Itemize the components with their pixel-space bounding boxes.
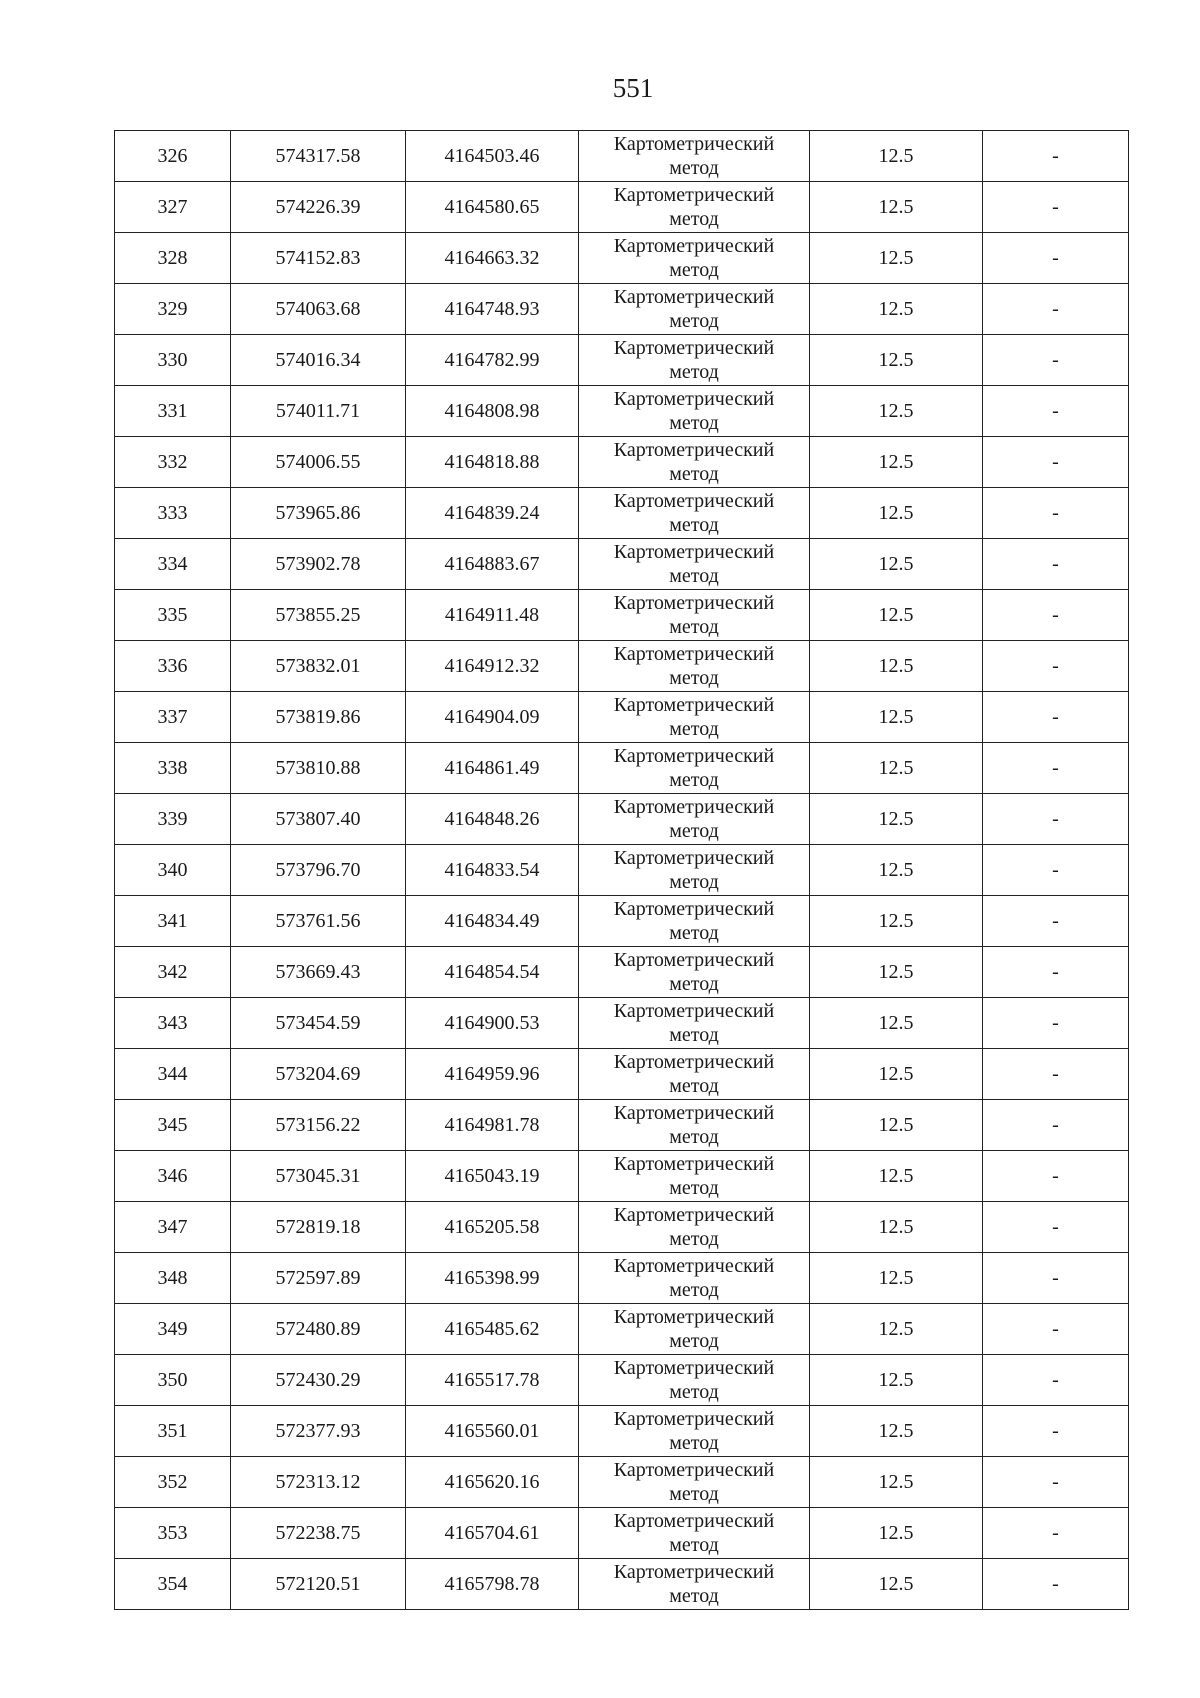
y-coordinate-cell: 4165205.58 [406, 1202, 579, 1253]
table-row [115, 284, 1129, 335]
method-line-2: метод [669, 1330, 719, 1352]
method-line-2: метод [669, 820, 719, 842]
table-row [115, 1100, 1129, 1151]
method-cell [579, 743, 810, 794]
y-coordinate-cell: 4164959.96 [406, 1049, 579, 1100]
note-cell: - [983, 1049, 1129, 1100]
point-number-cell: 354 [115, 1559, 231, 1610]
point-number-cell: 330 [115, 335, 231, 386]
x-coordinate-cell: 572430.29 [231, 1355, 406, 1406]
accuracy-cell: 12.5 [810, 335, 983, 386]
method-cell [579, 488, 810, 539]
table-row [115, 335, 1129, 386]
x-coordinate-cell: 573454.59 [231, 998, 406, 1049]
page-number: 551 [612, 73, 654, 103]
y-coordinate-cell: 4164883.67 [406, 539, 579, 590]
method-line-2: метод [669, 1024, 719, 1046]
table-row [115, 233, 1129, 284]
method-cell [579, 1253, 810, 1304]
accuracy-cell: 12.5 [810, 641, 983, 692]
accuracy-cell: 12.5 [810, 182, 983, 233]
x-coordinate-cell: 572597.89 [231, 1253, 406, 1304]
note-cell: - [983, 1202, 1129, 1253]
y-coordinate-cell: 4164912.32 [406, 641, 579, 692]
method-line-2: метод [669, 616, 719, 638]
accuracy-cell: 12.5 [810, 692, 983, 743]
method-line-2: метод [669, 769, 719, 791]
table-row [115, 794, 1129, 845]
x-coordinate-cell: 572377.93 [231, 1406, 406, 1457]
y-coordinate-cell: 4165517.78 [406, 1355, 579, 1406]
x-coordinate-cell: 573855.25 [231, 590, 406, 641]
point-number-cell: 350 [115, 1355, 231, 1406]
table-row [115, 182, 1129, 233]
point-number-cell: 333 [115, 488, 231, 539]
method-cell [579, 1304, 810, 1355]
y-coordinate-cell: 4164834.49 [406, 896, 579, 947]
table-row [115, 131, 1129, 182]
y-coordinate-cell: 4165398.99 [406, 1253, 579, 1304]
x-coordinate-cell: 574006.55 [231, 437, 406, 488]
note-cell: - [983, 1304, 1129, 1355]
y-coordinate-cell: 4164782.99 [406, 335, 579, 386]
note-cell: - [983, 131, 1129, 182]
y-coordinate-cell: 4164503.46 [406, 131, 579, 182]
table-row [115, 1508, 1129, 1559]
note-cell: - [983, 743, 1129, 794]
table-row [115, 1202, 1129, 1253]
table-row [115, 896, 1129, 947]
accuracy-cell: 12.5 [810, 998, 983, 1049]
method-cell [579, 131, 810, 182]
x-coordinate-cell: 573832.01 [231, 641, 406, 692]
method-line-2: метод [669, 871, 719, 893]
x-coordinate-cell: 574063.68 [231, 284, 406, 335]
point-number-cell: 336 [115, 641, 231, 692]
method-cell [579, 1355, 810, 1406]
coordinates-table-body [115, 131, 1129, 1610]
x-coordinate-cell: 574016.34 [231, 335, 406, 386]
accuracy-cell: 12.5 [810, 233, 983, 284]
accuracy-cell: 12.5 [810, 1559, 983, 1610]
method-line-2: метод [669, 1381, 719, 1403]
point-number-cell: 334 [115, 539, 231, 590]
method-line-1: Картометрический [613, 592, 775, 614]
note-cell: - [983, 1100, 1129, 1151]
method-line-1: Картометрический [613, 133, 775, 155]
x-coordinate-cell: 573156.22 [231, 1100, 406, 1151]
x-coordinate-cell: 573902.78 [231, 539, 406, 590]
accuracy-cell: 12.5 [810, 131, 983, 182]
accuracy-cell: 12.5 [810, 947, 983, 998]
method-line-1: Картометрический [613, 949, 775, 971]
method-line-2: метод [669, 1483, 719, 1505]
y-coordinate-cell: 4164839.24 [406, 488, 579, 539]
method-line-1: Картометрический [613, 337, 775, 359]
method-line-2: метод [669, 1228, 719, 1250]
method-cell [579, 1508, 810, 1559]
note-cell: - [983, 1457, 1129, 1508]
y-coordinate-cell: 4165798.78 [406, 1559, 579, 1610]
table-row [115, 437, 1129, 488]
accuracy-cell: 12.5 [810, 1457, 983, 1508]
accuracy-cell: 12.5 [810, 1355, 983, 1406]
note-cell: - [983, 335, 1129, 386]
accuracy-cell: 12.5 [810, 896, 983, 947]
method-line-2: метод [669, 1177, 719, 1199]
note-cell: - [983, 539, 1129, 590]
accuracy-cell: 12.5 [810, 284, 983, 335]
accuracy-cell: 12.5 [810, 1508, 983, 1559]
method-cell [579, 1406, 810, 1457]
method-line-1: Картометрический [613, 1000, 775, 1022]
y-coordinate-cell: 4165485.62 [406, 1304, 579, 1355]
accuracy-cell: 12.5 [810, 590, 983, 641]
x-coordinate-cell: 573807.40 [231, 794, 406, 845]
accuracy-cell: 12.5 [810, 1406, 983, 1457]
point-number-cell: 340 [115, 845, 231, 896]
y-coordinate-cell: 4164833.54 [406, 845, 579, 896]
method-line-1: Картометрический [613, 1102, 775, 1124]
method-line-2: метод [669, 667, 719, 689]
x-coordinate-cell: 572819.18 [231, 1202, 406, 1253]
method-line-2: метод [669, 922, 719, 944]
method-line-1: Картометрический [613, 541, 775, 563]
point-number-cell: 335 [115, 590, 231, 641]
method-line-2: метод [669, 718, 719, 740]
table-row [115, 1304, 1129, 1355]
y-coordinate-cell: 4164911.48 [406, 590, 579, 641]
table-row [115, 1355, 1129, 1406]
point-number-cell: 343 [115, 998, 231, 1049]
accuracy-cell: 12.5 [810, 1151, 983, 1202]
point-number-cell: 326 [115, 131, 231, 182]
accuracy-cell: 12.5 [810, 1202, 983, 1253]
table-row [115, 692, 1129, 743]
note-cell: - [983, 1355, 1129, 1406]
method-cell [579, 386, 810, 437]
table-row [115, 539, 1129, 590]
method-line-1: Картометрический [613, 439, 775, 461]
x-coordinate-cell: 573810.88 [231, 743, 406, 794]
method-line-1: Картометрический [613, 1408, 775, 1430]
method-line-1: Картометрический [613, 643, 775, 665]
point-number-cell: 341 [115, 896, 231, 947]
y-coordinate-cell: 4165704.61 [406, 1508, 579, 1559]
y-coordinate-cell: 4165620.16 [406, 1457, 579, 1508]
method-line-2: метод [669, 1279, 719, 1301]
method-line-1: Картометрический [613, 745, 775, 767]
point-number-cell: 344 [115, 1049, 231, 1100]
method-cell [579, 437, 810, 488]
table-row [115, 743, 1129, 794]
point-number-cell: 332 [115, 437, 231, 488]
table-row [115, 845, 1129, 896]
method-line-1: Картометрический [613, 388, 775, 410]
point-number-cell: 338 [115, 743, 231, 794]
y-coordinate-cell: 4164861.49 [406, 743, 579, 794]
x-coordinate-cell: 573045.31 [231, 1151, 406, 1202]
method-line-2: метод [669, 208, 719, 230]
method-line-1: Картометрический [613, 1561, 775, 1583]
note-cell: - [983, 284, 1129, 335]
method-line-2: метод [669, 1432, 719, 1454]
method-line-2: метод [669, 361, 719, 383]
method-line-1: Картометрический [613, 490, 775, 512]
x-coordinate-cell: 573761.56 [231, 896, 406, 947]
method-line-2: метод [669, 412, 719, 434]
method-line-2: метод [669, 1075, 719, 1097]
method-cell [579, 182, 810, 233]
x-coordinate-cell: 574226.39 [231, 182, 406, 233]
y-coordinate-cell: 4164663.32 [406, 233, 579, 284]
x-coordinate-cell: 573204.69 [231, 1049, 406, 1100]
method-cell [579, 794, 810, 845]
point-number-cell: 346 [115, 1151, 231, 1202]
method-line-2: метод [669, 565, 719, 587]
note-cell: - [983, 641, 1129, 692]
table-row [115, 386, 1129, 437]
method-cell [579, 539, 810, 590]
table-row [115, 1253, 1129, 1304]
method-cell [579, 1049, 810, 1100]
method-line-1: Картометрический [613, 898, 775, 920]
y-coordinate-cell: 4164848.26 [406, 794, 579, 845]
table-row [115, 1151, 1129, 1202]
y-coordinate-cell: 4164854.54 [406, 947, 579, 998]
method-line-2: метод [669, 514, 719, 536]
accuracy-cell: 12.5 [810, 1049, 983, 1100]
method-line-2: метод [669, 259, 719, 281]
note-cell: - [983, 1151, 1129, 1202]
method-cell [579, 335, 810, 386]
table-row [115, 590, 1129, 641]
method-cell [579, 896, 810, 947]
method-line-2: метод [669, 1126, 719, 1148]
method-line-1: Картометрический [613, 694, 775, 716]
point-number-cell: 331 [115, 386, 231, 437]
point-number-cell: 348 [115, 1253, 231, 1304]
method-cell [579, 641, 810, 692]
method-line-1: Картометрический [613, 1510, 775, 1532]
y-coordinate-cell: 4164748.93 [406, 284, 579, 335]
note-cell: - [983, 1253, 1129, 1304]
method-line-1: Картометрический [613, 847, 775, 869]
y-coordinate-cell: 4165043.19 [406, 1151, 579, 1202]
point-number-cell: 337 [115, 692, 231, 743]
note-cell: - [983, 692, 1129, 743]
note-cell: - [983, 1508, 1129, 1559]
method-line-2: метод [669, 1585, 719, 1607]
accuracy-cell: 12.5 [810, 845, 983, 896]
note-cell: - [983, 437, 1129, 488]
method-line-1: Картометрический [613, 1204, 775, 1226]
table-row [115, 998, 1129, 1049]
y-coordinate-cell: 4164580.65 [406, 182, 579, 233]
point-number-cell: 352 [115, 1457, 231, 1508]
method-cell [579, 692, 810, 743]
point-number-cell: 339 [115, 794, 231, 845]
method-line-2: метод [669, 973, 719, 995]
point-number-cell: 347 [115, 1202, 231, 1253]
note-cell: - [983, 998, 1129, 1049]
y-coordinate-cell: 4165560.01 [406, 1406, 579, 1457]
table-row [115, 1457, 1129, 1508]
point-number-cell: 353 [115, 1508, 231, 1559]
y-coordinate-cell: 4164808.98 [406, 386, 579, 437]
y-coordinate-cell: 4164900.53 [406, 998, 579, 1049]
note-cell: - [983, 386, 1129, 437]
accuracy-cell: 12.5 [810, 743, 983, 794]
method-cell [579, 845, 810, 896]
x-coordinate-cell: 574011.71 [231, 386, 406, 437]
method-cell [579, 1202, 810, 1253]
table-row [115, 488, 1129, 539]
x-coordinate-cell: 573669.43 [231, 947, 406, 998]
method-cell [579, 284, 810, 335]
point-number-cell: 328 [115, 233, 231, 284]
method-line-1: Картометрический [613, 1255, 775, 1277]
point-number-cell: 327 [115, 182, 231, 233]
method-cell [579, 1100, 810, 1151]
accuracy-cell: 12.5 [810, 488, 983, 539]
note-cell: - [983, 1406, 1129, 1457]
y-coordinate-cell: 4164981.78 [406, 1100, 579, 1151]
y-coordinate-cell: 4164818.88 [406, 437, 579, 488]
table-row [115, 1559, 1129, 1610]
method-cell [579, 947, 810, 998]
method-line-2: метод [669, 157, 719, 179]
accuracy-cell: 12.5 [810, 794, 983, 845]
method-line-2: метод [669, 1534, 719, 1556]
accuracy-cell: 12.5 [810, 1304, 983, 1355]
method-line-2: метод [669, 463, 719, 485]
method-cell [579, 1151, 810, 1202]
point-number-cell: 342 [115, 947, 231, 998]
x-coordinate-cell: 573819.86 [231, 692, 406, 743]
note-cell: - [983, 845, 1129, 896]
method-cell [579, 233, 810, 284]
note-cell: - [983, 182, 1129, 233]
x-coordinate-cell: 572313.12 [231, 1457, 406, 1508]
x-coordinate-cell: 573965.86 [231, 488, 406, 539]
table-row [115, 1406, 1129, 1457]
accuracy-cell: 12.5 [810, 1253, 983, 1304]
point-number-cell: 351 [115, 1406, 231, 1457]
x-coordinate-cell: 572480.89 [231, 1304, 406, 1355]
method-cell [579, 998, 810, 1049]
method-line-1: Картометрический [613, 286, 775, 308]
point-number-cell: 329 [115, 284, 231, 335]
method-line-1: Картометрический [613, 235, 775, 257]
note-cell: - [983, 233, 1129, 284]
method-cell [579, 1457, 810, 1508]
table-row [115, 641, 1129, 692]
accuracy-cell: 12.5 [810, 386, 983, 437]
x-coordinate-cell: 574317.58 [231, 131, 406, 182]
method-line-1: Картометрический [613, 1459, 775, 1481]
note-cell: - [983, 794, 1129, 845]
note-cell: - [983, 947, 1129, 998]
method-line-1: Картометрический [613, 1051, 775, 1073]
method-line-1: Картометрический [613, 1153, 775, 1175]
note-cell: - [983, 1559, 1129, 1610]
x-coordinate-cell: 572238.75 [231, 1508, 406, 1559]
note-cell: - [983, 590, 1129, 641]
note-cell: - [983, 896, 1129, 947]
note-cell: - [983, 488, 1129, 539]
x-coordinate-cell: 573796.70 [231, 845, 406, 896]
x-coordinate-cell: 574152.83 [231, 233, 406, 284]
method-line-1: Картометрический [613, 796, 775, 818]
accuracy-cell: 12.5 [810, 437, 983, 488]
point-number-cell: 349 [115, 1304, 231, 1355]
point-number-cell: 345 [115, 1100, 231, 1151]
accuracy-cell: 12.5 [810, 1100, 983, 1151]
accuracy-cell: 12.5 [810, 539, 983, 590]
table-row [115, 1049, 1129, 1100]
coordinates-table [114, 130, 1129, 1610]
method-line-1: Картометрический [613, 184, 775, 206]
method-cell [579, 590, 810, 641]
method-cell [579, 1559, 810, 1610]
method-line-1: Картометрический [613, 1357, 775, 1379]
method-line-1: Картометрический [613, 1306, 775, 1328]
method-line-2: метод [669, 310, 719, 332]
y-coordinate-cell: 4164904.09 [406, 692, 579, 743]
x-coordinate-cell: 572120.51 [231, 1559, 406, 1610]
table-row [115, 947, 1129, 998]
